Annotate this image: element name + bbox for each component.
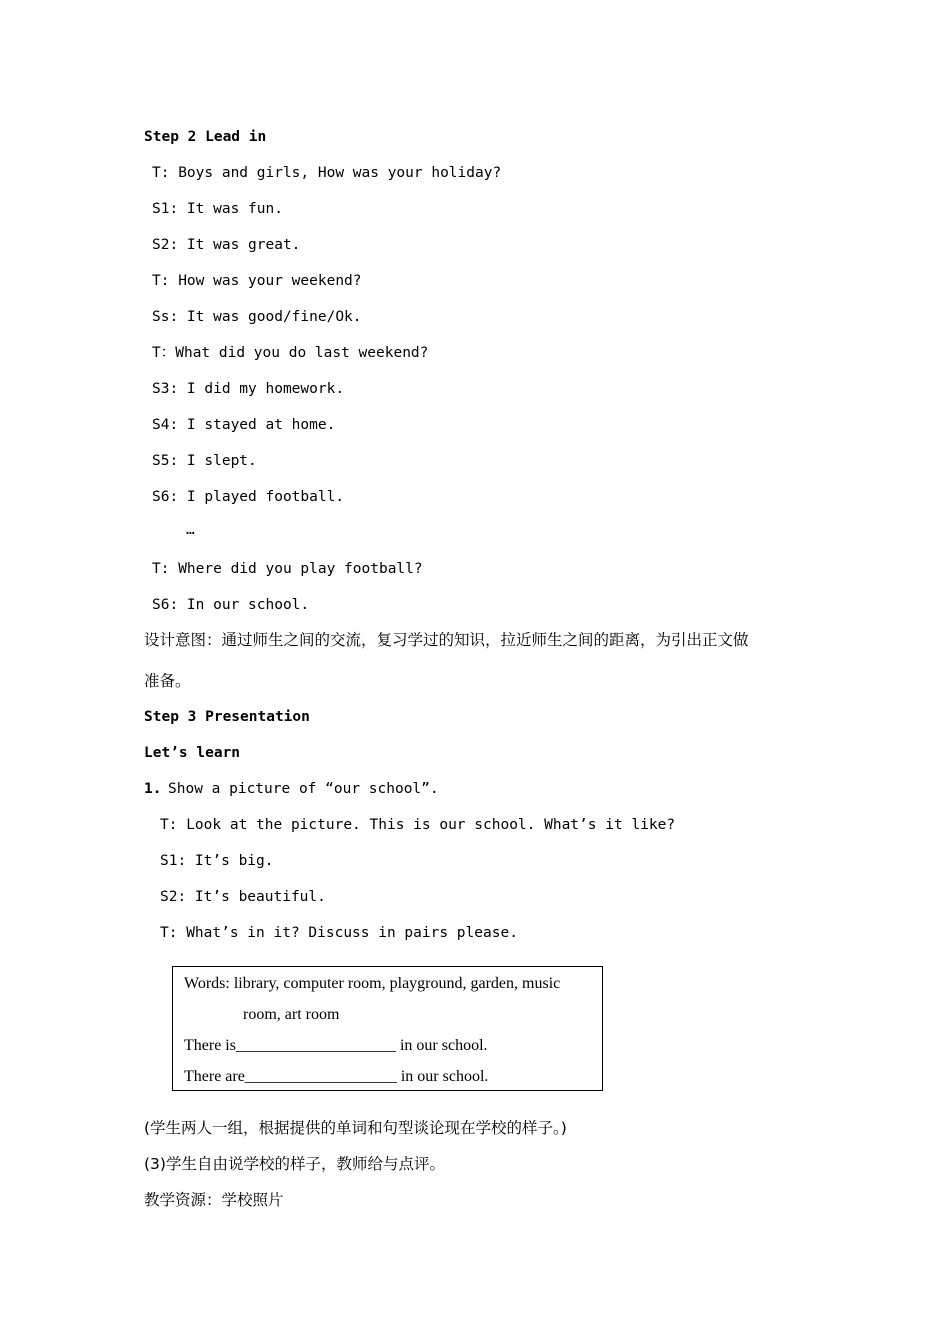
step2-heading: Step 2 Lead in xyxy=(144,129,267,145)
dialogue-line: T: Where did you play football? xyxy=(152,561,423,577)
lets-learn-heading: Let’s learn xyxy=(144,745,241,761)
dialogue-line: T: What’s in it? Discuss in pairs please. xyxy=(160,925,518,941)
dialogue-line: T: How was your weekend? xyxy=(152,273,362,289)
activity-note: (3)学生自由说学校的样子，教师给与点评。 xyxy=(144,1155,445,1173)
dialogue-line: S1: It’s big. xyxy=(160,853,274,869)
dialogue-line: S6: In our school. xyxy=(152,597,310,613)
design-intent: 设计意图：通过师生之间的交流，复习学过的知识，拉近师生之间的距离，为引出正文做 xyxy=(144,631,749,649)
word-box xyxy=(172,966,603,1091)
dialogue-line: S2: It was great. xyxy=(152,237,301,253)
activity-note: (学生两人一组，根据提供的单词和句型谈论现在学校的样子。) xyxy=(144,1119,567,1137)
item-text: Show a picture of “our school”. xyxy=(168,781,439,797)
design-intent-continued: 准备。 xyxy=(144,672,191,690)
dialogue-line: S4: I stayed at home. xyxy=(152,417,336,433)
dialogue-line: T: Boys and girls, How was your holiday? xyxy=(152,165,502,181)
dialogue-line: Ss: It was good/fine/Ok. xyxy=(152,309,362,325)
ellipsis: … xyxy=(186,522,195,538)
dialogue-line: S5: I slept. xyxy=(152,453,257,469)
teaching-resources: 教学资源：学校照片 xyxy=(144,1191,284,1209)
dialogue-line: S1: It was fun. xyxy=(152,201,283,217)
dialogue-line: T：What did you do last weekend? xyxy=(152,345,429,361)
item-number: 1. xyxy=(144,781,162,797)
dialogue-line: S2: It’s beautiful. xyxy=(160,889,326,905)
dialogue-line: S3: I did my homework. xyxy=(152,381,345,397)
sentence-pattern-2: There are___________________ in our school. xyxy=(184,1068,489,1085)
dialogue-line: S6: I played football. xyxy=(152,489,345,505)
step3-heading: Step 3 Presentation xyxy=(144,709,310,725)
sentence-pattern-1: There is____________________ in our school. xyxy=(184,1037,488,1054)
word-list: Words: library, computer room, playground, garden, music xyxy=(184,975,561,992)
word-list-continued: room, art room xyxy=(243,1006,340,1023)
dialogue-line: T: Look at the picture. This is our school. What’s it like? xyxy=(160,817,676,833)
